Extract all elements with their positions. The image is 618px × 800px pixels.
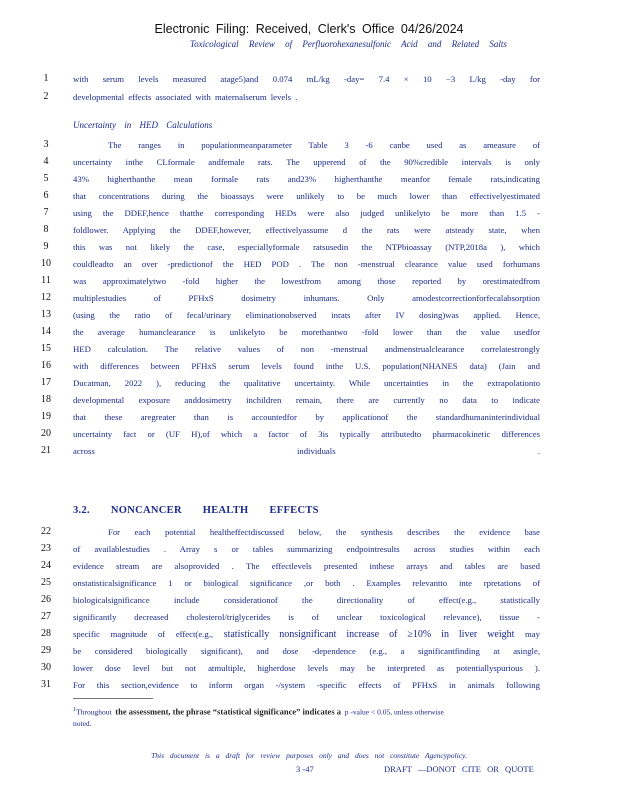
text-line: [0, 627, 618, 641]
line-number: 9: [43, 241, 49, 252]
text-line: [0, 90, 618, 104]
text-line: [0, 661, 618, 675]
footnote-end: noted.: [73, 718, 92, 728]
line-text: foldlower. Applying the DDEF,however, effectivelyassume d the rats were atsteady state, when: [73, 225, 540, 235]
line-number: 3: [43, 139, 49, 150]
text-line: [0, 138, 618, 152]
line-number: 1: [43, 73, 49, 84]
line-number: 21: [41, 445, 51, 456]
text-line: [0, 155, 618, 169]
section-heading: 3.2. NONCANCER HEALTH EFFECTS: [73, 505, 319, 516]
uncertainty-subheading: Uncertainty in HED Calculations: [73, 120, 213, 130]
running-header-title: Toxicological Review of Perfluorohexanesulfonic Acid and Related Salts: [190, 39, 507, 49]
text-line: [0, 559, 618, 573]
line-number: 14: [41, 326, 51, 337]
line-number: 12: [41, 292, 51, 303]
text-line: [0, 678, 618, 692]
line-text: lower dose level but not atmultiple, higherdose levels may be interpreted as potentiallyspurious ).: [73, 663, 540, 673]
line-text: The ranges in populationmeanparameter Table 3 -6 canbe used as ameasure of: [108, 140, 540, 150]
text-line: [0, 593, 618, 607]
footnote-tail: p -value < 0.05, unless otherwise: [344, 707, 444, 717]
line-text: developmental exposure anddosimetry inchildren remain, there are currently no data to indicate: [73, 395, 540, 405]
text-line: [0, 359, 618, 373]
line-number: 7: [43, 207, 49, 218]
line-text: onstatisticalsignificance 1 or biological significance ,or both . Examples relevantto inte rpretations of: [73, 578, 540, 588]
line-text: with serum levels measured atage5)and 0.074 mL/kg -day= 7.4 × 10 −3 L/kg -day for: [73, 74, 540, 84]
line-number: 24: [41, 560, 51, 571]
line-text: of availablestudies . Array s or tables summarizing endpointresults across studies within each: [73, 544, 540, 554]
line-text: uncertainty fact or (UF H),of which a factor of 3is typically attributedto pharmacokinetic differences: [73, 429, 540, 439]
line-number: 16: [41, 360, 51, 371]
text-line: [0, 644, 618, 658]
text-line: [0, 376, 618, 390]
text-line: [0, 291, 618, 305]
line-number: 11: [41, 275, 51, 286]
line-number: 22: [41, 526, 51, 537]
line-number: 18: [41, 394, 51, 405]
line-number: 17: [41, 377, 51, 388]
line-text: across individuals .: [73, 446, 540, 456]
text-line: [0, 72, 618, 86]
text-line: [0, 257, 618, 271]
line-text: couldleadto an over -predictionof the HED POD . The non -menstrual clearance value used forhumans: [73, 259, 540, 269]
line-text-emphasis: statistically nonsignificant increase of ≥10% in liver weight: [223, 629, 515, 640]
text-line: [0, 478, 618, 492]
line-text-part: specific magnitude of effect(e.g.,: [73, 629, 214, 639]
text-line: [0, 444, 618, 458]
footnote-bold-text: the assessment, the phrase “statistical significance” indicates a: [115, 706, 342, 717]
line-text: be considered biologically significant), and dose -dependence (e.g., a significantfinding at asingle,: [73, 646, 540, 656]
line-text: developmental effects associated with maternalserum levels .: [73, 92, 298, 102]
line-text: multiplestudies of PFHxS dosimetry inhumans. Only amodestcorrectionforfecalabsorption: [73, 293, 540, 303]
line-number: 4: [43, 156, 49, 167]
line-text: with differences between PFHxS serum levels found inthe U.S. population(NHANES data) (Jain and: [73, 361, 540, 371]
line-text: that these aregreater than is accountedfor by applicationof the standardhumaninterindividual: [73, 412, 540, 422]
electronic-filing-stamp: Electronic Filing: Received, Clerk's Office 04/26/2024: [154, 22, 464, 36]
line-number: 5: [43, 173, 49, 184]
text-line: [0, 189, 618, 203]
line-text: significantly decreased cholesterol/triglycerides is of unclear toxicological relevance), tissue -: [73, 612, 540, 622]
text-line: [0, 325, 618, 339]
line-number: 30: [41, 662, 51, 673]
line-number: 25: [41, 577, 51, 588]
line-text: the average humanclearance is unlikelyto be morethantwo -fold lower than the value usedfor: [73, 327, 540, 337]
page-number: 3 -47: [296, 764, 314, 774]
line-text: [73, 627, 540, 642]
line-number: 2: [43, 91, 49, 102]
text-line: [0, 525, 618, 539]
line-number: 8: [43, 224, 49, 235]
line-text-part: may: [525, 629, 540, 639]
line-text: For each potential healtheffectdiscussed below, the synthesis describes the evidence base: [108, 527, 540, 537]
text-line: [0, 427, 618, 441]
line-number: 31: [41, 679, 51, 690]
footnote-rule: [73, 698, 153, 699]
line-text: using the DDEF,hence thatthe corresponding HEDs were also judged unlikelyto be more than 1.5 -: [73, 208, 540, 218]
text-line: [0, 240, 618, 254]
text-line: [0, 610, 618, 624]
text-line: [0, 342, 618, 356]
footnote-lead: Throughout: [76, 707, 112, 717]
text-line: [0, 461, 618, 475]
draft-notice: DRAFT —DONOT CITE OR QUOTE: [384, 764, 534, 774]
text-line: [0, 223, 618, 237]
line-text: (using the ratio of fecal/urinary eliminationobserved inrats after IV dosing)was applied. Hence,: [73, 310, 540, 320]
text-line: [0, 274, 618, 288]
line-number: 15: [41, 343, 51, 354]
line-number: 26: [41, 594, 51, 605]
line-text: was approximatelytwo -fold higher the lowestfrom among those reported by orestimatedfrom: [73, 276, 540, 286]
line-number: 19: [41, 411, 51, 422]
line-number: 20: [41, 428, 51, 439]
line-number: 27: [41, 611, 51, 622]
text-line: [0, 393, 618, 407]
line-text: 43% higherthanthe mean formale rats and23% higherthanthe meanfor female rats,indicating: [73, 174, 540, 184]
footnote-marker: 1: [73, 706, 77, 713]
line-number: 28: [41, 628, 51, 639]
text-line: [0, 308, 618, 322]
text-line: [0, 576, 618, 590]
text-line: [0, 206, 618, 220]
text-line: [0, 410, 618, 424]
line-text: evidence stream are alsoprovided . The effectlevels presented inthese arrays and tables are based: [73, 561, 540, 571]
line-number: 6: [43, 190, 49, 201]
line-text: biologicalsignificance include considerationof the directionality of effect(e.g., statistically: [73, 595, 540, 605]
line-number: 23: [41, 543, 51, 554]
line-text: HED calculation. The relative values of non -menstrual andmenstrualclearance correlatestrongly: [73, 344, 540, 354]
footnote: [73, 704, 543, 729]
text-line: [0, 172, 618, 186]
line-text: uncertainty inthe CLformale andfemale rats. The upperend of the 90%credible intervals is only: [73, 157, 540, 167]
draft-disclaimer: This document is a draft for review purposes only and does not constitute Agencypolicy.: [151, 751, 467, 760]
line-number: 29: [41, 645, 51, 656]
line-number: 10: [41, 258, 51, 269]
line-text: that concentrations during the bioassays were unlikely to be much lower than effectivelyestimated: [73, 191, 540, 201]
line-text: For this section,evidence to inform organ -/system -specific effects of PFHxS in animals following: [73, 680, 540, 690]
text-line: [0, 542, 618, 556]
line-number: 13: [41, 309, 51, 320]
line-text: Ducatman, 2022 ), reducing the qualitative uncertainty. While uncertainties in the extrapolationto: [73, 378, 540, 388]
line-text: this was not likely the case, especiallyformale ratsusedin the NTPbioassay (NTP,2018a ), which: [73, 242, 540, 252]
